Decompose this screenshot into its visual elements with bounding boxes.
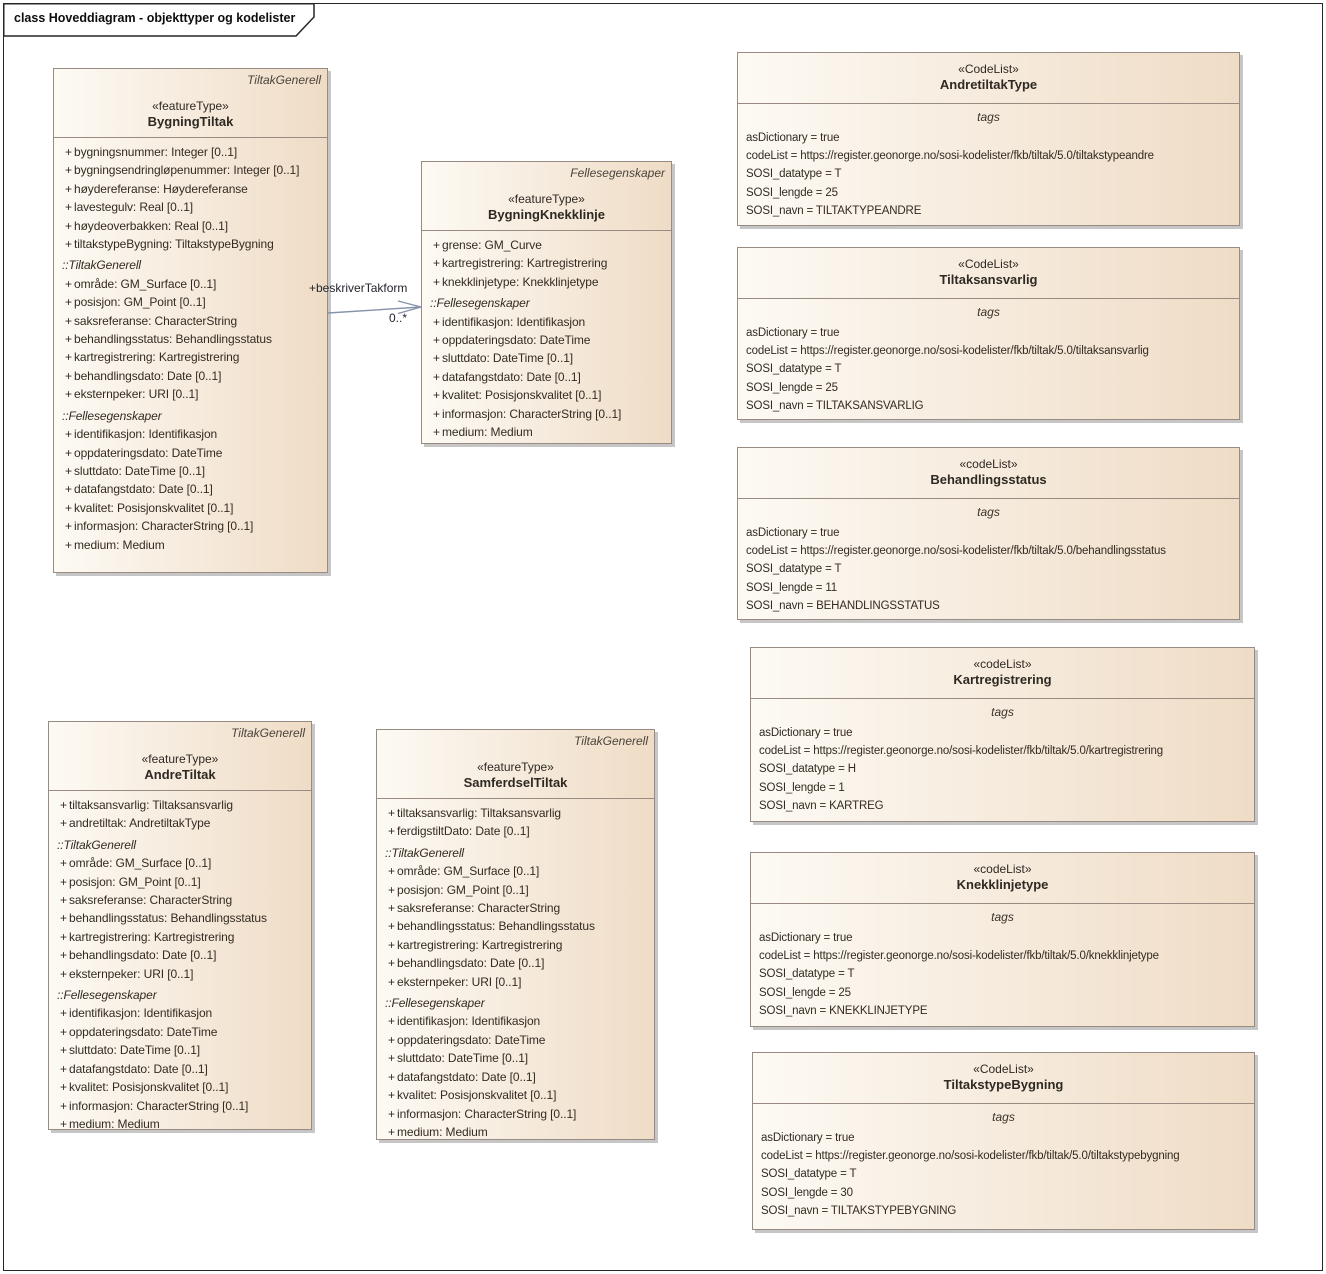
tags-compartment: [738, 505, 1239, 615]
visibility-marker: +: [388, 824, 395, 839]
attribute-row: [377, 881, 654, 899]
attribute-text: lavestegulv: Real [0..1]: [74, 200, 194, 215]
attribute-row: [49, 909, 311, 927]
attribute-row: [54, 235, 327, 253]
attribute-text: kvalitet: Posisjonskvalitet [0..1]: [69, 1080, 229, 1095]
attribute-section-label: ::Fellesegenskaper: [385, 996, 485, 1011]
stereotype-label: «featureType»: [477, 760, 554, 774]
codelist-box-knekklinjetype[interactable]: [750, 852, 1255, 1027]
visibility-marker: +: [60, 1006, 67, 1021]
attribute-text: posisjon: GM_Point [0..1]: [69, 874, 201, 889]
attribute-row: [377, 862, 654, 880]
class-header: [422, 162, 671, 231]
attribute-row: [422, 386, 671, 404]
attribute-text: behandlingsdato: Date [0..1]: [397, 956, 545, 971]
attribute-row: [49, 928, 311, 946]
attribute-text: andretiltak: AndretiltakType: [69, 816, 211, 831]
codelist-name: AndretiltakType: [939, 77, 1038, 92]
codelist-header: [751, 853, 1254, 904]
attribute-row: [54, 367, 327, 385]
attribute-text: behandlingsstatus: Behandlingsstatus: [397, 919, 595, 934]
tag-line: asDictionary = true: [761, 1132, 855, 1144]
codelist-header: [751, 648, 1254, 699]
tag-line: asDictionary = true: [746, 327, 840, 339]
attribute-text: informasjon: CharacterString [0..1]: [74, 519, 254, 534]
class-name: SamferdselTiltak: [463, 775, 568, 790]
attributes-compartment: [422, 231, 671, 441]
attribute-text: eksternpeker: URI [0..1]: [69, 966, 194, 981]
tag-line: SOSI_navn = TILTAKSTYPEBYGNING: [761, 1204, 957, 1217]
tags-compartment: [751, 705, 1254, 815]
attribute-row: [54, 198, 327, 216]
attribute-text: tiltaksansvarlig: Tiltaksansvarlig: [397, 806, 561, 820]
tag-line: SOSI_datatype = T: [746, 563, 842, 576]
attribute-text: kartregistrering: Kartregistrering: [442, 256, 608, 271]
tag-line: SOSI_navn = KARTREG: [759, 799, 884, 812]
attribute-text: datafangstdato: Date [0..1]: [69, 1061, 208, 1076]
visibility-marker: +: [65, 332, 72, 347]
attribute-text: kartregistrering: Kartregistrering: [69, 929, 235, 944]
attribute-row: [49, 1023, 311, 1041]
stereotype-label: «CodeList»: [958, 257, 1019, 271]
codelist-box-behandlingsstatus[interactable]: [737, 447, 1240, 620]
tag-line: asDictionary = true: [746, 527, 840, 539]
codelist-box-andretiltaktype[interactable]: [737, 52, 1240, 226]
attribute-text: eksternpeker: URI [0..1]: [74, 387, 199, 402]
tags-title: tags: [977, 305, 1000, 319]
tag-line: SOSI_lengde = 25: [746, 186, 838, 199]
class-name: BygningKnekklinje: [487, 207, 606, 222]
attribute-text: datafangstdato: Date [0..1]: [74, 482, 213, 497]
attribute-row: [49, 1041, 311, 1059]
tag-line: SOSI_datatype = T: [746, 168, 842, 181]
attribute-text: medium: Medium: [442, 425, 533, 440]
stereotype-label: «CodeList»: [958, 62, 1019, 76]
tags-compartment: [753, 1110, 1254, 1220]
attribute-text: område: GM_Surface [0..1]: [397, 864, 540, 879]
attribute-text: oppdateringsdato: DateTime: [74, 445, 223, 460]
tags-title: tags: [977, 110, 1000, 124]
attribute-text: medium: Medium: [69, 1116, 160, 1131]
codelist-name: Kartregistrering: [953, 672, 1052, 687]
attribute-row: [49, 965, 311, 983]
attribute-section-label: ::Fellesegenskaper: [62, 408, 162, 423]
attribute-row: [377, 804, 654, 822]
visibility-marker: +: [433, 406, 440, 421]
association-beskrivertakform-line[interactable]: [320, 270, 432, 330]
class-box-bygningtiltak[interactable]: [53, 68, 328, 573]
codelist-header: [753, 1053, 1254, 1104]
attribute-row: [422, 349, 671, 367]
visibility-marker: +: [65, 163, 72, 178]
tag-line: codeList = https://register.geonorge.no/sosi-kodelister/fkb/tiltak/5.0/tiltakstypebygning: [761, 1150, 1180, 1163]
codelist-box-tiltaksansvarlig[interactable]: [737, 247, 1240, 420]
attribute-row: [422, 254, 671, 272]
package-label: TiltakGenerell: [247, 73, 321, 87]
attribute-text: knekklinjetype: Knekklinjetype: [442, 274, 599, 289]
attribute-row: [54, 293, 327, 311]
visibility-marker: +: [65, 537, 72, 552]
attributes-compartment: [377, 799, 654, 1141]
attribute-row: [49, 1115, 311, 1133]
class-name: AndreTiltak: [144, 767, 216, 782]
attribute-row: [54, 143, 327, 161]
tag-line: SOSI_navn = TILTAKTYPEANDRE: [746, 204, 922, 217]
tags-compartment: [738, 110, 1239, 220]
codelist-box-tiltakstypebygning[interactable]: [752, 1052, 1255, 1230]
attribute-row: [377, 1068, 654, 1086]
visibility-marker: +: [388, 1106, 395, 1121]
class-box-andretiltak[interactable]: [48, 721, 312, 1130]
attribute-row: [377, 936, 654, 954]
attribute-row: [49, 873, 311, 891]
attribute-row: [54, 217, 327, 235]
association-multiplicity-label: 0..*: [389, 311, 408, 325]
attribute-text: informasjon: CharacterString [0..1]: [397, 1106, 577, 1121]
attribute-text: bygningsendringløpenummer: Integer [0..1]: [74, 163, 300, 178]
attribute-row: [54, 462, 327, 480]
attribute-text: identifikasjon: Identifikasjon: [397, 1014, 541, 1029]
package-label: TiltakGenerell: [574, 734, 648, 748]
stereotype-label: «codeList»: [973, 862, 1032, 876]
attribute-row: [54, 348, 327, 366]
visibility-marker: +: [60, 1080, 67, 1095]
tags-title: tags: [991, 705, 1014, 719]
attribute-text: posisjon: GM_Point [0..1]: [74, 295, 206, 310]
codelist-name: Knekklinjetype: [956, 877, 1049, 892]
visibility-marker: +: [388, 1088, 395, 1103]
attribute-text: posisjon: GM_Point [0..1]: [397, 882, 529, 897]
attribute-row: [54, 330, 327, 348]
visibility-marker: +: [388, 1051, 395, 1066]
tag-line: asDictionary = true: [746, 132, 840, 144]
attribute-text: behandlingsdato: Date [0..1]: [69, 948, 217, 963]
visibility-marker: +: [65, 295, 72, 310]
codelist-header: [738, 248, 1239, 299]
tag-line: asDictionary = true: [759, 932, 853, 944]
attribute-row: [377, 973, 654, 991]
tag-line: SOSI_lengde = 30: [761, 1186, 853, 1199]
tag-line: SOSI_navn = BEHANDLINGSSTATUS: [746, 599, 940, 612]
visibility-marker: +: [60, 948, 67, 963]
visibility-marker: +: [388, 1069, 395, 1084]
attribute-text: saksreferanse: CharacterString: [69, 893, 233, 908]
visibility-marker: +: [60, 1116, 67, 1131]
visibility-marker: +: [433, 314, 440, 329]
codelist-box-kartregistrering[interactable]: [750, 647, 1255, 822]
diagram-title-tab: [3, 3, 323, 39]
attribute-row: [54, 444, 327, 462]
tags-title: tags: [992, 1110, 1015, 1124]
visibility-marker: +: [65, 500, 72, 515]
visibility-marker: +: [65, 463, 72, 478]
attribute-row: [54, 385, 327, 403]
attribute-row: [377, 822, 654, 840]
tags-title: tags: [977, 505, 1000, 519]
attribute-text: behandlingsstatus: Behandlingsstatus: [69, 911, 267, 926]
attribute-text: medium: Medium: [74, 537, 165, 552]
tag-line: SOSI_datatype = T: [759, 968, 855, 981]
attribute-text: behandlingsdato: Date [0..1]: [74, 368, 222, 383]
tag-line: SOSI_lengde = 25: [746, 381, 838, 394]
attribute-row: [54, 180, 327, 198]
visibility-marker: +: [60, 911, 67, 926]
tags-compartment: [751, 910, 1254, 1020]
visibility-marker: +: [60, 929, 67, 944]
visibility-marker: +: [388, 1032, 395, 1047]
visibility-marker: +: [65, 350, 72, 365]
attribute-text: oppdateringsdato: DateTime: [442, 333, 591, 348]
attribute-row: [422, 405, 671, 423]
tag-line: SOSI_lengde = 11: [746, 581, 838, 594]
attribute-text: kartregistrering: Kartregistrering: [74, 350, 240, 365]
visibility-marker: +: [65, 313, 72, 328]
attribute-text: høydereferanse: Høydereferanse: [74, 181, 248, 196]
visibility-marker: +: [60, 856, 67, 871]
attribute-row: [377, 1049, 654, 1067]
visibility-marker: +: [60, 798, 67, 812]
attribute-text: område: GM_Surface [0..1]: [69, 856, 212, 871]
attribute-text: informasjon: CharacterString [0..1]: [442, 406, 622, 421]
tag-line: SOSI_navn = KNEKKLINJETYPE: [759, 1004, 928, 1017]
attribute-text: medium: Medium: [397, 1124, 488, 1139]
visibility-marker: +: [65, 519, 72, 534]
tag-line: SOSI_datatype = T: [746, 363, 842, 376]
visibility-marker: +: [65, 237, 72, 252]
visibility-marker: +: [65, 368, 72, 383]
visibility-marker: +: [60, 966, 67, 981]
attribute-text: saksreferanse: CharacterString: [74, 313, 238, 328]
tag-line: asDictionary = true: [759, 727, 853, 739]
attribute-section-label: ::TiltakGenerell: [62, 258, 141, 273]
attribute-text: sluttdato: DateTime [0..1]: [442, 351, 574, 366]
codelist-name: Tiltaksansvarlig: [939, 272, 1038, 287]
class-box-bygningknekklinje[interactable]: [421, 161, 672, 444]
attribute-text: behandlingsstatus: Behandlingsstatus: [74, 332, 272, 347]
attribute-text: identifikasjon: Identifikasjon: [74, 427, 218, 442]
attributes-compartment: [54, 138, 327, 554]
attribute-section-label: ::Fellesegenskaper: [430, 296, 530, 311]
stereotype-label: «codeList»: [973, 657, 1032, 671]
visibility-marker: +: [388, 937, 395, 952]
visibility-marker: +: [65, 276, 72, 291]
visibility-marker: +: [388, 919, 395, 934]
visibility-marker: +: [433, 388, 440, 403]
codelist-name: TiltakstypeBygning: [943, 1077, 1064, 1092]
attribute-row: [49, 796, 311, 814]
attribute-text: oppdateringsdato: DateTime: [397, 1032, 546, 1047]
visibility-marker: +: [388, 806, 395, 820]
attribute-text: oppdateringsdato: DateTime: [69, 1024, 218, 1039]
visibility-marker: +: [60, 893, 67, 908]
tag-line: SOSI_lengde = 1: [759, 781, 845, 794]
attribute-section-label: ::TiltakGenerell: [57, 837, 136, 852]
visibility-marker: +: [65, 145, 72, 159]
visibility-marker: +: [433, 351, 440, 366]
attribute-text: kvalitet: Posisjonskvalitet [0..1]: [442, 388, 602, 403]
attribute-row: [422, 368, 671, 386]
attribute-text: eksternpeker: URI [0..1]: [397, 974, 522, 989]
visibility-marker: +: [65, 445, 72, 460]
attribute-text: sluttdato: DateTime [0..1]: [69, 1043, 201, 1058]
visibility-marker: +: [60, 816, 67, 831]
codelist-header: [738, 53, 1239, 104]
attribute-row: [422, 423, 671, 441]
attribute-row: [377, 1012, 654, 1030]
attributes-compartment: [49, 791, 311, 1133]
tag-line: SOSI_datatype = H: [759, 763, 856, 776]
stereotype-label: «featureType»: [508, 192, 585, 206]
visibility-marker: +: [433, 256, 440, 271]
attribute-text: kvalitet: Posisjonskvalitet [0..1]: [397, 1088, 557, 1103]
tag-line: codeList = https://register.geonorge.no/sosi-kodelister/fkb/tiltak/5.0/tiltaksansvarlig: [746, 345, 1149, 358]
visibility-marker: +: [60, 1061, 67, 1076]
visibility-marker: +: [65, 482, 72, 497]
attribute-text: grense: GM_Curve: [442, 238, 542, 252]
attribute-text: bygningsnummer: Integer [0..1]: [74, 145, 238, 159]
attribute-row: [49, 1078, 311, 1096]
tag-line: codeList = https://register.geonorge.no/sosi-kodelister/fkb/tiltak/5.0/kartregistrering: [759, 745, 1164, 758]
visibility-marker: +: [65, 200, 72, 215]
visibility-marker: +: [65, 387, 72, 402]
attribute-text: identifikasjon: Identifikasjon: [69, 1006, 213, 1021]
class-header: [54, 69, 327, 138]
attribute-section-label: ::Fellesegenskaper: [57, 988, 157, 1003]
attribute-text: ferdigstiltDato: Date [0..1]: [397, 824, 530, 839]
visibility-marker: +: [388, 882, 395, 897]
attribute-text: informasjon: CharacterString [0..1]: [69, 1098, 249, 1113]
stereotype-label: «featureType»: [141, 752, 219, 766]
visibility-marker: +: [60, 874, 67, 889]
attribute-row: [377, 1031, 654, 1049]
attribute-row: [49, 1004, 311, 1022]
visibility-marker: +: [388, 1124, 395, 1139]
attribute-row: [54, 536, 327, 554]
visibility-marker: +: [433, 274, 440, 289]
visibility-marker: +: [65, 427, 72, 442]
visibility-marker: +: [60, 1098, 67, 1113]
attribute-text: saksreferanse: CharacterString: [397, 901, 561, 916]
stereotype-label: «featureType»: [152, 99, 229, 113]
attribute-text: tiltakstypeBygning: TiltakstypeBygning: [74, 237, 274, 252]
visibility-marker: +: [433, 369, 440, 384]
stereotype-label: «CodeList»: [973, 1062, 1034, 1076]
attribute-row: [377, 1123, 654, 1141]
visibility-marker: +: [60, 1024, 67, 1039]
attribute-row: [54, 480, 327, 498]
attribute-row: [422, 331, 671, 349]
attribute-row: [377, 1086, 654, 1104]
attribute-row: [54, 517, 327, 535]
tag-line: codeList = https://register.geonorge.no/sosi-kodelister/fkb/tiltak/5.0/knekklinjetype: [759, 950, 1159, 963]
attribute-text: tiltaksansvarlig: Tiltaksansvarlig: [69, 798, 233, 812]
attribute-text: datafangstdato: Date [0..1]: [397, 1069, 536, 1084]
attribute-row: [422, 236, 671, 254]
visibility-marker: +: [388, 864, 395, 879]
visibility-marker: +: [433, 333, 440, 348]
attribute-row: [54, 499, 327, 517]
attribute-row: [49, 1097, 311, 1115]
attribute-text: sluttdato: DateTime [0..1]: [397, 1051, 529, 1066]
visibility-marker: +: [388, 956, 395, 971]
visibility-marker: +: [433, 425, 440, 440]
attribute-row: [49, 891, 311, 909]
attribute-row: [422, 273, 671, 291]
attribute-row: [49, 854, 311, 872]
tag-line: codeList = https://register.geonorge.no/sosi-kodelister/fkb/tiltak/5.0/tiltakstypeandre: [746, 150, 1154, 163]
attribute-text: sluttdato: DateTime [0..1]: [74, 463, 206, 478]
attribute-row: [54, 161, 327, 179]
association-role-label: +beskriverTakform: [309, 281, 408, 295]
attribute-row: [377, 899, 654, 917]
attribute-row: [54, 275, 327, 293]
attribute-row: [422, 313, 671, 331]
codelist-header: [738, 448, 1239, 499]
tag-line: codeList = https://register.geonorge.no/sosi-kodelister/fkb/tiltak/5.0/behandlingsstatus: [746, 545, 1166, 558]
tag-line: SOSI_navn = TILTAKSANSVARLIG: [746, 399, 924, 412]
visibility-marker: +: [388, 901, 395, 916]
attribute-row: [49, 814, 311, 832]
attribute-row: [49, 946, 311, 964]
attribute-text: identifikasjon: Identifikasjon: [442, 314, 586, 329]
class-header: [377, 730, 654, 799]
attribute-row: [54, 312, 327, 330]
tags-title: tags: [991, 910, 1014, 924]
visibility-marker: +: [433, 238, 440, 252]
visibility-marker: +: [388, 1014, 395, 1029]
attribute-text: høydeoverbakken: Real [0..1]: [74, 218, 228, 233]
attribute-row: [54, 425, 327, 443]
codelist-name: Behandlingsstatus: [930, 472, 1047, 487]
attribute-section-label: ::TiltakGenerell: [385, 845, 464, 860]
package-label: TiltakGenerell: [231, 726, 305, 740]
attribute-text: kvalitet: Posisjonskvalitet [0..1]: [74, 500, 234, 515]
attribute-text: datafangstdato: Date [0..1]: [442, 369, 581, 384]
diagram-title: class Hoveddiagram - objekttyper og kodelister: [14, 11, 296, 25]
class-header: [49, 722, 311, 791]
visibility-marker: +: [60, 1043, 67, 1058]
attribute-text: kartregistrering: Kartregistrering: [397, 937, 563, 952]
attribute-row: [377, 1105, 654, 1123]
class-box-samferdseltiltak[interactable]: [376, 729, 655, 1140]
attribute-row: [49, 1060, 311, 1078]
attribute-text: område: GM_Surface [0..1]: [74, 276, 217, 291]
tag-line: SOSI_datatype = T: [761, 1168, 857, 1181]
visibility-marker: +: [65, 181, 72, 196]
tag-line: SOSI_lengde = 25: [759, 986, 851, 999]
stereotype-label: «codeList»: [959, 457, 1018, 471]
package-label: Fellesegenskaper: [570, 166, 665, 180]
attribute-row: [377, 954, 654, 972]
visibility-marker: +: [388, 974, 395, 989]
class-name: BygningTiltak: [147, 114, 234, 129]
attribute-row: [377, 917, 654, 935]
visibility-marker: +: [65, 218, 72, 233]
tags-compartment: [738, 305, 1239, 415]
